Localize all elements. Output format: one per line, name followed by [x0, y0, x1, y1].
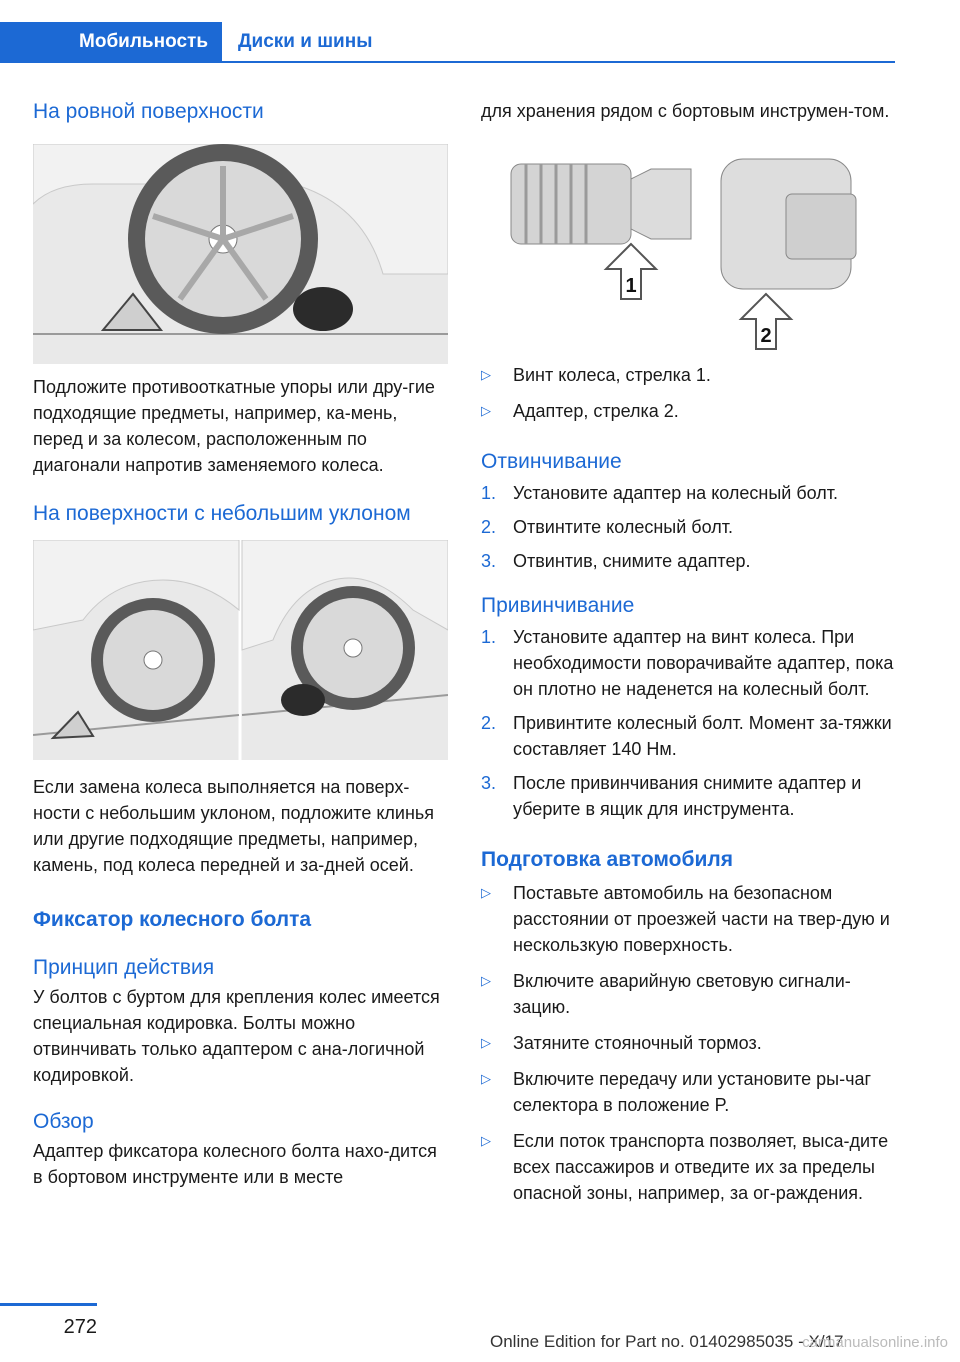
list-item: ▷ Включите аварийную световую сигнали-зацию.: [481, 968, 899, 1020]
tab-wheels-tires[interactable]: Диски и шины: [238, 31, 373, 52]
list-item: ▷ Винт колеса, стрелка 1.: [481, 362, 899, 388]
list-item: ▷ Если поток транспорта позволяет, выса-дите всех пассажиров и отведите их за пределы опасной зоны, например, за ог-раждения.: [481, 1128, 899, 1206]
list-item: ▷ Включите передачу или установите ры-чаг селектора в положение P.: [481, 1066, 899, 1118]
list-item: 2. Привинтите колесный болт. Момент за-тяжки составляет 140 Нм.: [481, 713, 892, 759]
footer-divider: [0, 1303, 97, 1306]
heading-overview: Обзор: [33, 1110, 94, 1133]
page-header: [0, 0, 960, 64]
legend-list: [481, 362, 899, 424]
header-divider: [0, 61, 895, 63]
text-overview-continued: для хранения рядом с бортовым инструмен-том.: [481, 101, 890, 121]
figure-chock-flat: [33, 144, 448, 364]
list-item: ▷ Адаптер, стрелка 2.: [481, 398, 899, 424]
heading-screwing: Привинчивание: [481, 594, 635, 617]
heading-principle: Принцип действия: [33, 956, 215, 979]
text-slope-instructions: Если замена колеса выполняется на поверх-ности с небольшим уклоном, подложите клинья или другие подходящие предметы, например, камень, под колеса передней и за-дней осей.: [33, 777, 435, 875]
edition-info: Online Edition for Part no. 01402985035 - X/17: [490, 1332, 844, 1351]
unscrew-steps: [481, 480, 899, 574]
list-item: 1. Установите адаптер на винт колеса. При необходимости поворачивайте адаптер, пока он плотно не наденется на колесный болт.: [481, 627, 894, 699]
tab-mobility[interactable]: Мобильность: [0, 22, 222, 62]
figure-label-2: 2: [760, 325, 772, 347]
triangle-bullet-icon: ▷: [481, 973, 491, 988]
triangle-bullet-icon: ▷: [481, 367, 491, 382]
right-column: [481, 98, 899, 1206]
heading-flat-surface: На ровной поверхности: [33, 100, 264, 123]
heading-unscrewing: Отвинчивание: [481, 450, 622, 473]
list-item: 1. Установите адаптер на колесный болт.: [481, 483, 839, 503]
watermark: carmanualsonline.info: [802, 1334, 948, 1351]
prep-list: [481, 880, 899, 1206]
text-principle: У болтов с буртом для крепления колес имеется специальная кодировка. Болты можно отвинчивать только адаптером с ана-логичной кодировкой.: [33, 987, 440, 1085]
text-flat-instructions: Подложите противооткатные упоры или дру-гие подходящие предметы, например, ка-мень, перед и за колесом, расположенным по диагонали напротив заменяемого колеса.: [33, 377, 435, 475]
list-item: 3. После привинчивания снимите адаптер и уберите в ящик для инструмента.: [481, 773, 862, 819]
left-column: [33, 98, 448, 1190]
triangle-bullet-icon: ▷: [481, 403, 491, 418]
page-number: 272: [63, 1316, 97, 1338]
text-overview: Адаптер фиксатора колесного болта нахо-дится в бортовом инструменте или в месте: [33, 1141, 437, 1187]
list-item: ▷ Затяните стояночный тормоз.: [481, 1030, 899, 1056]
heading-vehicle-preparation: Подготовка автомобиля: [481, 848, 733, 871]
triangle-bullet-icon: ▷: [481, 1035, 491, 1050]
list-item: ▷ Поставьте автомобиль на безопасном расстоянии от проезжей части на твер-дую и нескользкую поверхность.: [481, 880, 899, 958]
heading-slope-surface: На поверхности с небольшим уклоном: [33, 502, 411, 525]
triangle-bullet-icon: ▷: [481, 1071, 491, 1086]
figure-bolt-adapter: [481, 144, 899, 354]
triangle-bullet-icon: ▷: [481, 1133, 491, 1148]
triangle-bullet-icon: ▷: [481, 885, 491, 900]
figure-chock-slope: [33, 540, 448, 760]
figure-label-1: 1: [625, 275, 637, 297]
heading-wheel-lock: Фиксатор колесного болта: [33, 908, 312, 931]
list-item: 3. Отвинтив, снимите адаптер.: [481, 551, 751, 571]
list-item: 2. Отвинтите колесный болт.: [481, 517, 733, 537]
screw-steps: [481, 624, 899, 822]
